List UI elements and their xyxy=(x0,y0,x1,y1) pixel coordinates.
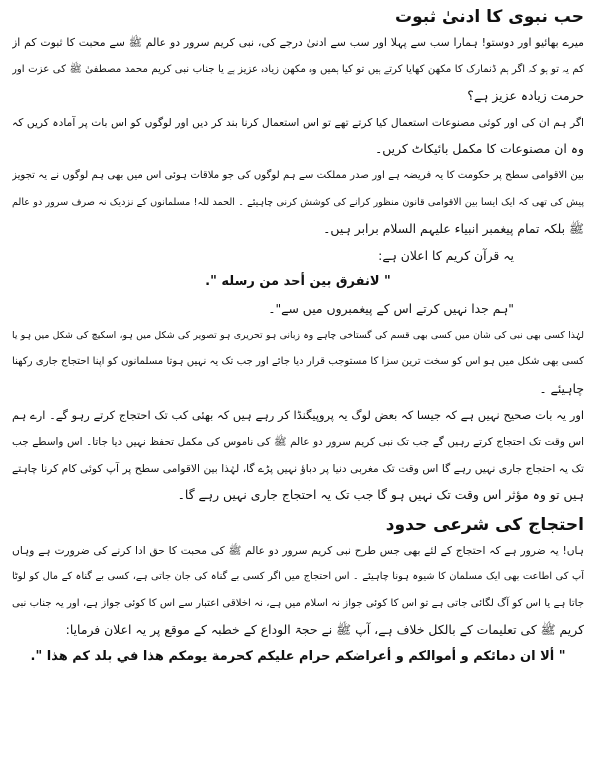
text-line: ہاں! یہ ضرور ہے کہ احتجاج کے لئے بھی جس طرح نبی کریم سرور دو عالم ﷺ کی محبت کا حق ادا کرنے کی ضرورت ہے وہاں xyxy=(12,543,584,557)
text-line: کم یہ تو ہو کہ اگر ہم ڈنمارک کا مکھن کھایا کرتے ہیں تو کیا ہمیں وہ مکھن زیادہ عزیز ہے یا جناب نبی کریم محمد مصطفیٰ ﷺ کی عزت اور xyxy=(12,63,584,75)
text-line: ہیں تو وہ مؤثر اس وقت تک نہیں ہو گا جب تک یہ احتجاج جاری نہیں رہے گا۔ xyxy=(177,487,584,503)
text-line: چاہیئے ۔ xyxy=(539,380,584,396)
text-line: اور یہ بات صحیح نہیں ہے کہ جیسا کہ بعض لوگ یہ پروپیگنڈا کر رہے ہیں کہ بھئی کب تک احتجاج کرتے رہو گے۔ ارے ہم xyxy=(12,408,584,423)
paragraph-quran-intro xyxy=(12,243,584,270)
arabic-quote: " ألا ان دمائكم و أموالكم و أعراضكم حرام عليكم كحرمة يومكم هذا في بلد كم هذا ". xyxy=(30,649,566,665)
arabic-quote: " لانفرق بین أحد من رسله ". xyxy=(205,274,391,290)
text-line: جاتا ہے یا اس کو آگ لگائی جاتی ہے تو اس کا کوئی جواز نہ اسلام میں ہے، نہ اخلاقی اعتبار سے اس کا کوئی جواز ہے، اور یہ جناب نبی xyxy=(12,597,584,609)
text-line: اگر ہم ان کی اور کوئی مصنوعات استعمال کیا کرتے تھے تو اس استعمال کرنا بند کر دیں اور لوگوں کو اس بات پر آمادہ کریں کہ xyxy=(12,115,584,129)
paragraph-punishment xyxy=(12,323,584,403)
document-page xyxy=(12,4,584,671)
quran-verse-arabic xyxy=(12,269,584,296)
paragraph-boycott xyxy=(12,110,584,163)
text-line: لہٰذا کسی بھی نبی کی شان میں کسی بھی قسم کی گستاخی چاہے وہ زبانی ہو تحریری ہو تصویر کی شکل میں ہو، اسکیچ کی شکل میں ہو یا xyxy=(12,329,584,341)
text-line: پیش کی تھی کہ ایک ایسا بین الاقوامی قانون منظور کرانے کی کوشش کرنی چاہیئے ۔ الحمد للہ! مسلمانوں کے نزدیک نہ صرف سرور دو عالم xyxy=(12,196,584,208)
text-line: حرمت زیادہ عزیز ہے؟ xyxy=(467,88,584,104)
paragraph-international-law xyxy=(12,163,584,243)
hadith-arabic xyxy=(12,644,584,671)
text-line: کریم ﷺ کی تعلیمات کے بالکل خلاف ہے، آپ ﷺ نے حجۃ الوداع کے خطبہ کے موقع پر یہ اعلان فرمایا: xyxy=(65,622,584,638)
text-line: کسی بھی شکل میں ہو اس کو سخت ترین سزا کا مستوجب قرار دیا جائے اور جب تک یہ نہیں ہوتا مسلمانوں کو اپنا احتجاج جاری رکھنا xyxy=(12,356,584,368)
text-line: "ہم جدا نہیں کرتے اس کے پیغمبروں میں سے"۔ xyxy=(268,300,514,316)
text-line: وہ ان مصنوعات کا مکمل بائیکاٹ کریں۔ xyxy=(374,141,584,157)
text-line: تک یہ احتجاج جاری نہیں رہے گا اس وقت تک مغربی دنیا پر دباؤ نہیں پڑے گا، لہٰذا بین الاقوامی سطح پر آپ کوئی کام کرنا چاہتے xyxy=(12,461,584,475)
text-line: میرے بھائیو اور دوستو! ہمارا سب سے پہلا اور سب سے ادنیٰ درجے کی، نبی کریم سرور دو عالم ﷺ سے محبت کا ثبوت کم از xyxy=(12,36,584,49)
text-line: آپ کی اطاعت بھی ایک مسلمان کا شیوہ ہونا چاہیئے ۔ اس احتجاج میں اگر کسی بے گناہ کی جان جاتی ہے، کسی بے گناہ کے مال کو لوٹا xyxy=(12,571,584,583)
text-line: یہ قرآن کریم کا اعلان ہے: xyxy=(378,247,514,263)
paragraph-obedience xyxy=(12,538,584,644)
paragraph-continue-protest xyxy=(12,402,584,508)
paragraph-butter-question xyxy=(12,30,584,110)
text-line: بین الاقوامی سطح پر حکومت کا یہ فریضہ ہے اور صدر مملکت سے ہم لوگوں کی جو ملاقات ہوئی اس میں بھی ہم لوگوں نے یہ تجویز xyxy=(12,169,584,181)
text-line: اس وقت تک احتجاج کرتے رہیں گے جب تک نبی کریم سرور دو عالم ﷺ کی ناموس کی مکمل تحفظ نہیں دیا جاتا۔ اس واسطے جب xyxy=(12,435,584,448)
section-heading-proof-of-love: حب نبوی کا ادنیٰ ثبوت xyxy=(395,7,584,27)
text-line: ﷺ بلکہ تمام پیغمبر انبیاء علیہم السلام برابر ہیں۔ xyxy=(323,221,584,237)
section-heading-protest-limits: احتجاج کی شرعی حدود xyxy=(385,514,584,535)
quran-verse-translation xyxy=(12,296,584,323)
